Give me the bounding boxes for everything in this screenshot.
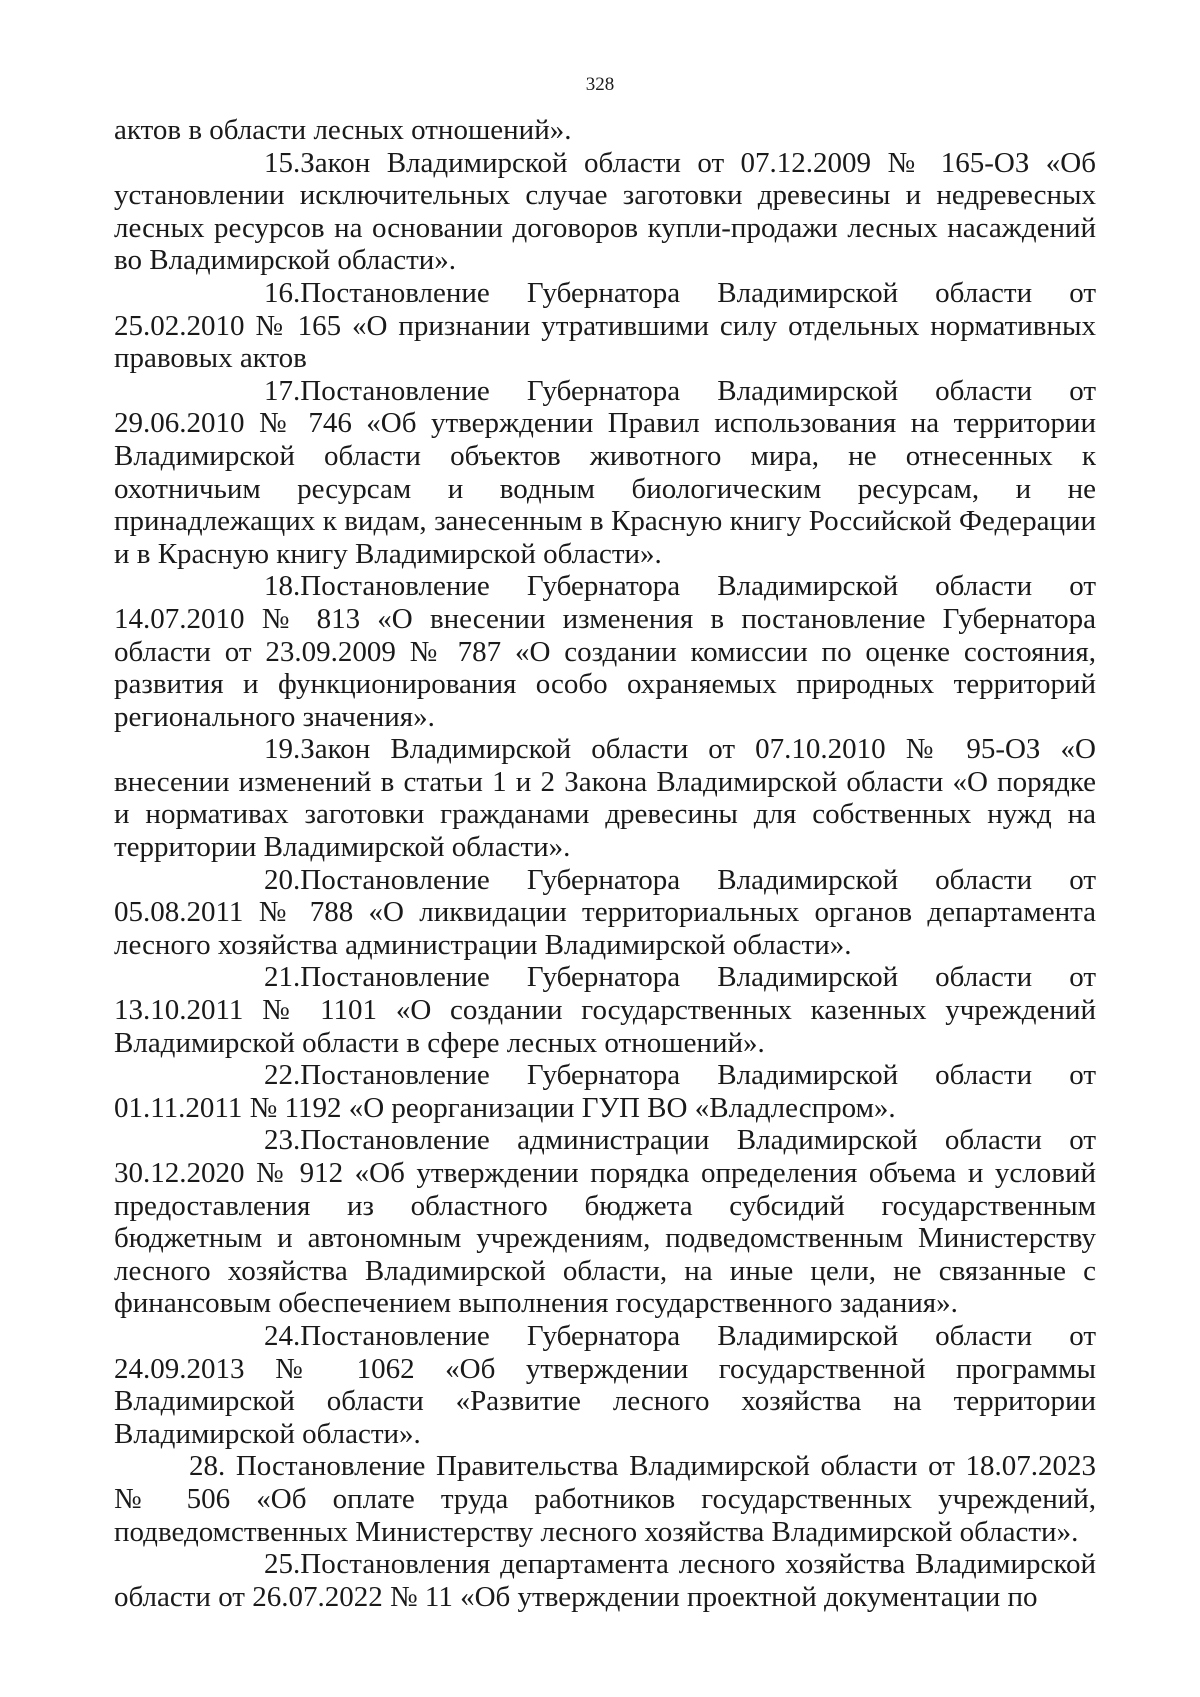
list-item-25 (114, 1548, 1096, 1613)
list-item-18 (114, 570, 1096, 733)
list-item-19 (114, 733, 1096, 863)
list-item-text: Постановление Губернатора Владимирской области от 01.11.2011 № 1192 «О реорганизации ГУП ВО «Владлеспром». (114, 1059, 1096, 1124)
list-item-23 (114, 1124, 1096, 1320)
list-item-number: 17. (264, 374, 301, 407)
list-item-text: Постановление администрации Владимирской области от 30.12.2020 № 912 «Об утверждении порядка определения объема и условий предоставления из областного бюджета субсидий государственным бюджетным и автономным учреждениям, подведомственным Министерству лесного хозяйства Владимирской области, на иные цели, не связанные с финансовым обеспечением выполнения государственного задания». (114, 1124, 1096, 1320)
list-item-text: Постановление Губернатора Владимирской области от 14.07.2010 № 813 «О внесении изменения в постановление Губернатора области от 23.09.2009 № 787 «О создании комиссии по оценке состояния, развития и функционирования особо охраняемых природных территорий регионального значения». (114, 570, 1096, 733)
list-item-number: 18. (264, 570, 301, 603)
list-item-text: Постановление Губернатора Владимирской области от 24.09.2013 № 1062 «Об утверждении государственной программы Владимирской области «Развитие лесного хозяйства на территории Владимирской области». (114, 1319, 1096, 1450)
list-item-number: 19. (264, 733, 301, 766)
list-item-text: Постановление Губернатора Владимирской области от 05.08.2011 № 788 «О ликвидации территориальных органов департамента лесного хозяйства администрации Владимирской области». (114, 863, 1096, 961)
list-item-21 (114, 961, 1096, 1059)
list-item-text: Постановление Губернатора Владимирской области от 13.10.2011 № 1101 «О создании государственных казенных учреждений Владимирской области в сфере лесных отношений». (114, 961, 1096, 1059)
list-item-text: Постановления департамента лесного хозяйства Владимирской области от 26.07.2022 № 11 «Об утверждении проектной документации по (114, 1548, 1096, 1613)
list-item-number: 24. (264, 1319, 301, 1352)
list-item-text: актов в области лесных отношений». (114, 114, 572, 146)
list-item-number: 21. (264, 961, 301, 994)
list-item-number: 22. (264, 1059, 301, 1092)
list-item-text: Закон Владимирской области от 07.12.2009 № 165-ОЗ «Об установлении исключительных случае заготовки древесины и недревесных лесных ресурсов на основании договоров купли-продажи лесных насаждений во Владимирской области». (114, 146, 1096, 277)
list-item-number: 16. (264, 276, 301, 309)
list-item-15 (114, 147, 1096, 277)
page-number: 328 (585, 74, 615, 95)
list-item-24 (114, 1320, 1096, 1450)
document-body (114, 114, 1096, 1613)
list-item-number: 15. (264, 146, 301, 179)
list-item-text: Постановление Правительства Владимирской области от 18.07.2023 № 506 «Об оплате труда работников государственных учреждений, подведомственных Министерству лесного хозяйства Владимирской области». (114, 1450, 1096, 1548)
list-item-17 (114, 375, 1096, 571)
list-item-20 (114, 864, 1096, 962)
list-item-28 (114, 1450, 1096, 1548)
list-item-number: 23. (264, 1124, 301, 1157)
list-item-text: Постановление Губернатора Владимирской области от 25.02.2010 № 165 «О признании утратившими силу отдельных нормативных правовых актов (114, 276, 1096, 375)
list-item-number: 25. (264, 1548, 301, 1581)
list-item-number: 20. (264, 863, 301, 896)
list-item-continuation (114, 114, 1096, 147)
list-item-text: Постановление Губернатора Владимирской области от 29.06.2010 № 746 «Об утверждении Правил использования на территории Владимирской области объектов животного мира, не отнесенных к охотничьим ресурсам и водным биологическим ресурсам, и не принадлежащих к видам, занесенным в Красную книгу Российской Федерации и в Красную книгу Владимирской области». (114, 374, 1096, 570)
list-item-text: Закон Владимирской области от 07.10.2010 № 95-ОЗ «О внесении изменений в статьи 1 и 2 Закона Владимирской области «О порядке и нормативах заготовки гражданами древесины для собственных нужд на территории Владимирской области». (114, 733, 1096, 864)
list-item-number: 28. (189, 1450, 226, 1483)
list-item-22 (114, 1059, 1096, 1124)
list-item-16 (114, 277, 1096, 375)
